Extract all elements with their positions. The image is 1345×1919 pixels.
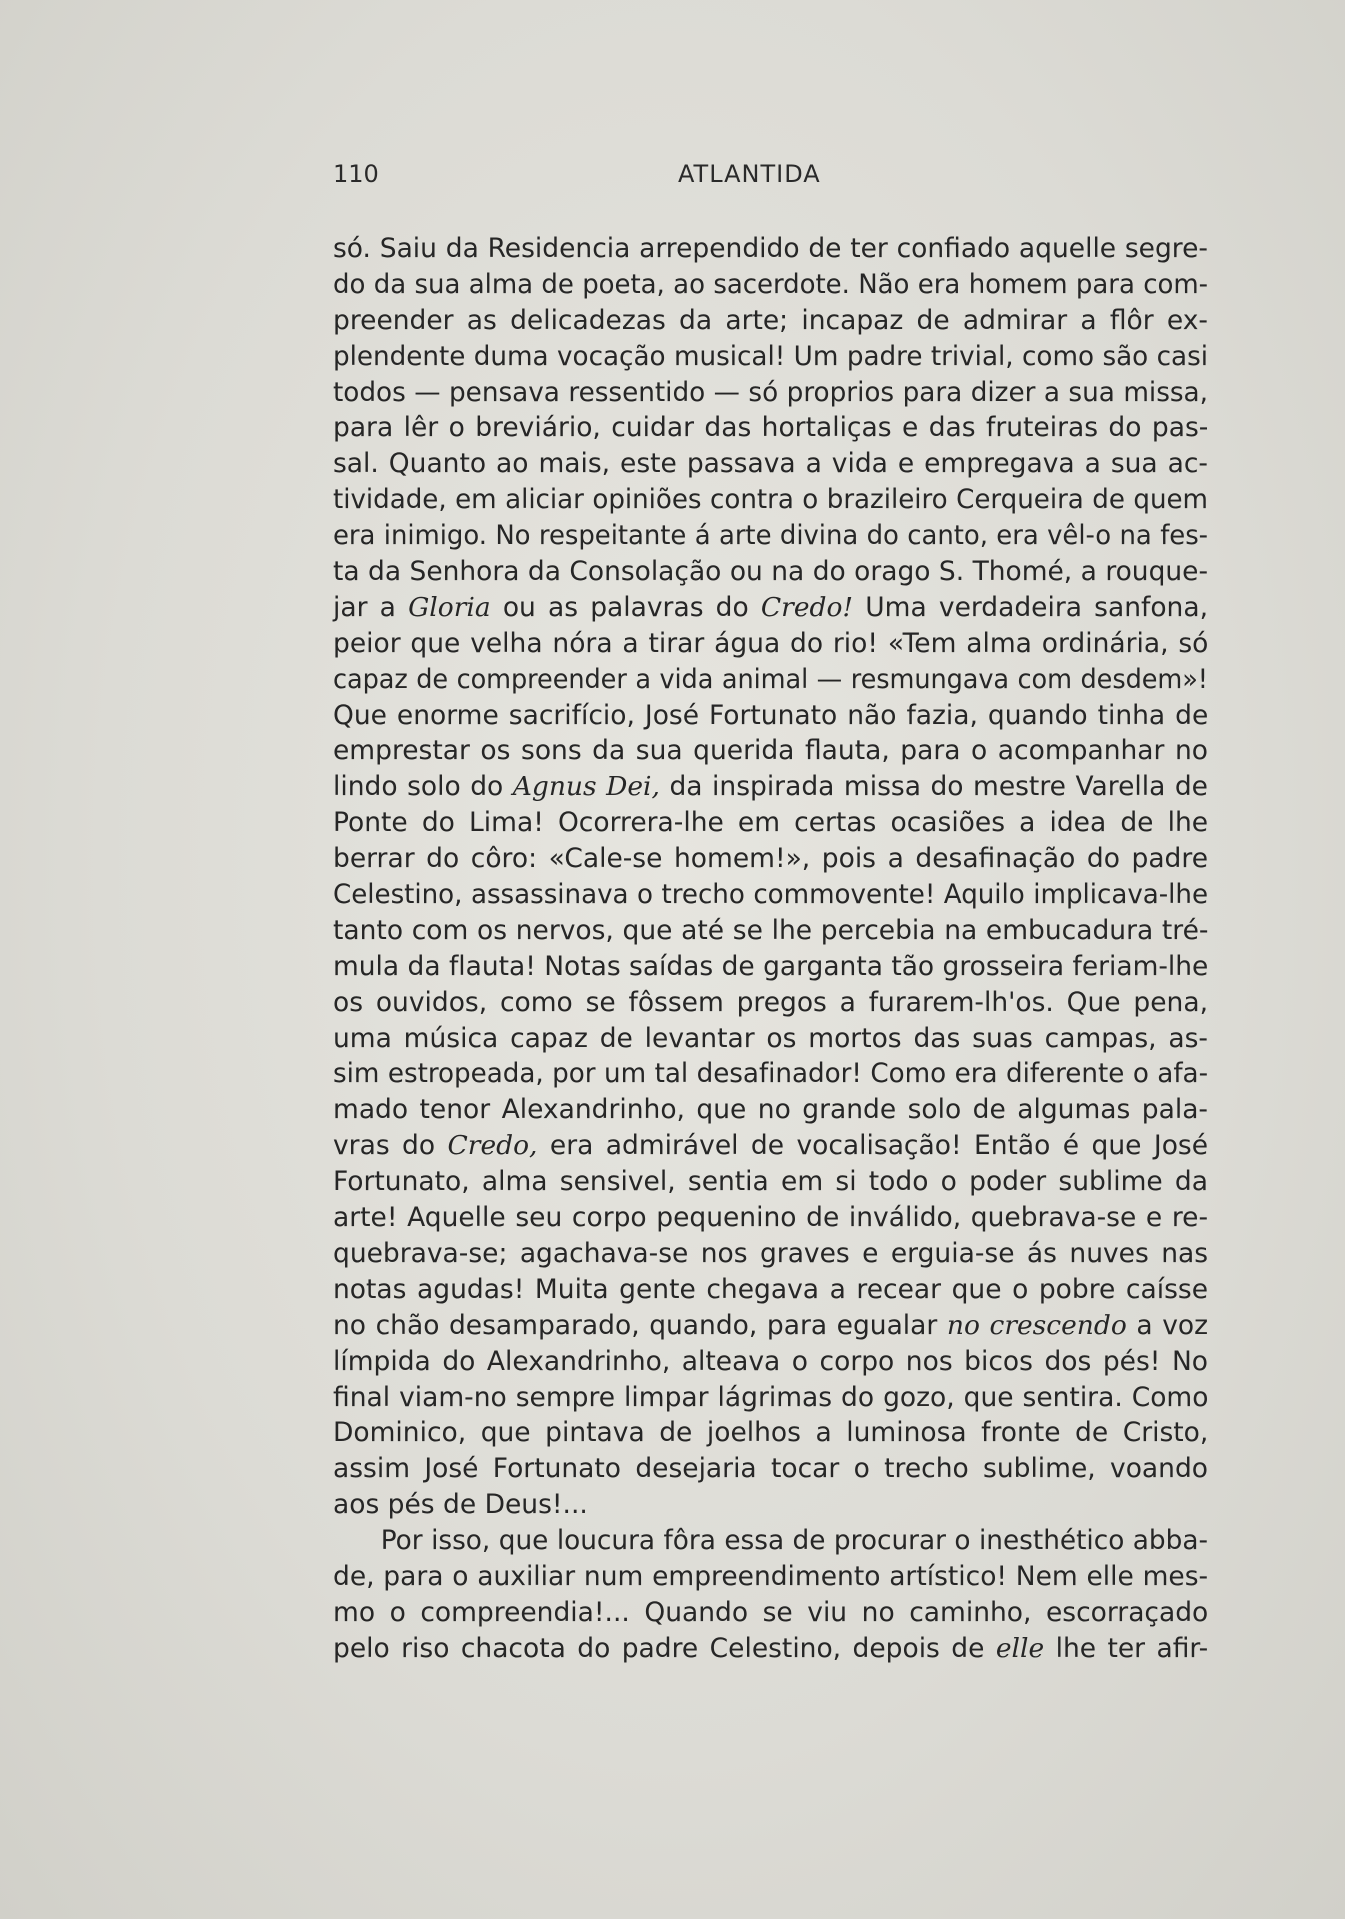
text-segment: notas agudas! Muita gente chegava a recear que o pobre caísse	[333, 1273, 1208, 1305]
text-line	[333, 1487, 1208, 1523]
italic-text: elle	[995, 1632, 1045, 1664]
text-segment: Que enorme sacrifício, José Fortunato não fazia, quando tinha de	[333, 699, 1209, 731]
italic-text: no crescendo	[946, 1309, 1127, 1341]
text-line	[333, 482, 1208, 518]
text-line	[333, 805, 1208, 841]
text-line	[333, 1164, 1208, 1200]
text-segment: assim José Fortunato desejaria tocar o trecho sublime, voando	[333, 1453, 1208, 1485]
text-line	[333, 554, 1208, 590]
text-segment: Ponte do Lima! Ocorrera-lhe em certas ocasiões a idea de lhe	[333, 807, 1209, 839]
text-line	[333, 1415, 1208, 1451]
text-line	[333, 1380, 1208, 1416]
text-line	[333, 1308, 1208, 1344]
text-line	[333, 446, 1208, 482]
text-segment: quebrava-se; agachava-se nos graves e erguia-se ás nuves nas	[333, 1237, 1209, 1269]
text-segment: Celestino, assassinava o trecho commovente! Aquilo implicava-lhe	[333, 879, 1208, 911]
text-segment: os ouvidos, como se fôssem pregos a furarem-lh'os. Que pena,	[333, 986, 1208, 1018]
text-segment: ta da Senhora da Consolação ou na do orago S. Thomé, a rouque-	[333, 556, 1208, 588]
text-segment: da inspirada missa do mestre Varella de	[659, 771, 1208, 803]
text-segment: final viam-no sempre limpar lágrimas do gozo, que sentira. Como	[333, 1381, 1209, 1413]
text-line	[333, 518, 1208, 554]
text-line	[333, 590, 1208, 626]
text-segment: emprestar os sons da sua querida flauta, para o acompanhar no	[333, 735, 1208, 767]
page-number: 110	[333, 160, 379, 188]
text-line	[333, 375, 1208, 411]
text-segment: sal. Quanto ao mais, este passava a vida e empregava a sua ac-	[333, 448, 1208, 480]
text-segment: Uma verdadeira sanfona,	[853, 591, 1209, 623]
text-segment: tanto com os nervos, que até se lhe percebia na embucadura tré-	[333, 914, 1209, 946]
text-line	[333, 626, 1208, 662]
text-line	[333, 1200, 1208, 1236]
text-line	[333, 949, 1208, 985]
text-line	[333, 1451, 1208, 1487]
text-segment: mado tenor Alexandrinho, que no grande solo de algumas pala-	[333, 1094, 1208, 1126]
text-line	[333, 1021, 1208, 1057]
text-line	[333, 1272, 1208, 1308]
text-line	[333, 1559, 1208, 1595]
text-segment: capaz de compreender a vida animal — resmungava com desdem»!	[333, 663, 1208, 695]
text-line	[333, 1523, 1208, 1559]
text-segment: límpida do Alexandrinho, alteava o corpo nos bicos dos pés! No	[333, 1345, 1208, 1377]
text-segment: lindo solo do	[333, 771, 513, 803]
text-segment: para lêr o breviário, cuidar das hortaliças e das fruteiras do pas-	[333, 412, 1209, 444]
text-segment: mo o compreendia!... Quando se viu no caminho, escorraçado	[333, 1596, 1209, 1628]
text-segment: vras do	[333, 1130, 448, 1162]
text-line	[333, 1056, 1208, 1092]
page-header	[333, 160, 1053, 200]
text-segment: era admirável de vocalisação! Então é que José	[537, 1130, 1209, 1162]
text-line	[333, 339, 1208, 375]
text-line	[333, 662, 1208, 698]
text-segment: sim estropeada, por um tal desafinador! Como era diferente o afa-	[333, 1058, 1208, 1090]
running-title: ATLANTIDA	[678, 160, 821, 188]
text-line	[333, 733, 1208, 769]
text-line	[333, 303, 1208, 339]
text-segment: ou as palavras do	[490, 591, 761, 623]
text-line	[333, 1092, 1208, 1128]
text-line	[333, 231, 1208, 267]
italic-text: Gloria	[408, 591, 491, 623]
text-segment: aos pés de Deus!...	[333, 1489, 588, 1521]
text-segment: todos — pensava ressentido — só proprios para dizer a sua missa,	[333, 376, 1208, 408]
text-line	[333, 985, 1208, 1021]
body-text	[333, 231, 1208, 1667]
text-line	[333, 1631, 1208, 1667]
text-segment: no chão desamparado, quando, para egualar	[333, 1309, 947, 1341]
text-line	[333, 1595, 1208, 1631]
text-segment: de, para o auxiliar num empreendimento artístico! Nem elle mes-	[333, 1560, 1209, 1592]
text-line	[333, 769, 1208, 805]
text-segment: pelo riso chacota do padre Celestino, depois de	[333, 1632, 996, 1664]
text-segment: Fortunato, alma sensivel, sentia em si todo o poder sublime da	[333, 1166, 1208, 1198]
italic-text: Agnus Dei,	[512, 771, 660, 803]
text-line	[333, 1344, 1208, 1380]
text-segment: tividade, em aliciar opiniões contra o brazileiro Cerqueira de quem	[333, 484, 1208, 516]
text-segment: Dominico, que pintava de joelhos a luminosa fronte de Cristo,	[333, 1417, 1209, 1449]
text-line	[333, 1128, 1208, 1164]
text-segment: Por isso, que loucura fôra essa de procurar o inesthético abba-	[380, 1525, 1208, 1557]
text-line	[333, 877, 1208, 913]
text-segment: era inimigo. No respeitante á arte divina do canto, era vêl-o na fes-	[333, 520, 1208, 552]
text-line	[333, 267, 1208, 303]
text-line	[333, 841, 1208, 877]
text-segment: plendente duma vocação musical! Um padre trivial, como são casi	[333, 340, 1208, 372]
text-segment: a voz	[1126, 1309, 1208, 1341]
text-segment: berrar do côro: «Cale-se homem!», pois a desafinação do padre	[333, 843, 1208, 875]
text-segment: só. Saiu da Residencia arrependido de ter confiado aquelle segre-	[333, 233, 1208, 264]
text-segment: do da sua alma de poeta, ao sacerdote. Não era homem para com-	[333, 268, 1208, 300]
text-segment: jar a	[333, 591, 409, 623]
italic-text: Credo!	[760, 591, 854, 623]
text-segment: lhe ter afir-	[1044, 1632, 1209, 1664]
text-line	[333, 1236, 1208, 1272]
text-line	[333, 410, 1208, 446]
text-segment: mula da flauta! Notas saídas de garganta tão grosseira feriam-lhe	[333, 950, 1209, 982]
text-line	[333, 698, 1208, 734]
text-segment: preender as delicadezas da arte; incapaz de admirar a flôr ex-	[333, 304, 1208, 336]
text-segment: peior que velha nóra a tirar água do rio! «Tem alma ordinária, só	[333, 627, 1209, 659]
text-line	[333, 913, 1208, 949]
text-segment: arte! Aquelle seu corpo pequenino de inválido, quebrava-se e re-	[333, 1202, 1209, 1234]
text-segment: uma música capaz de levantar os mortos das suas campas, as-	[333, 1022, 1208, 1054]
italic-text: Credo,	[447, 1130, 538, 1162]
